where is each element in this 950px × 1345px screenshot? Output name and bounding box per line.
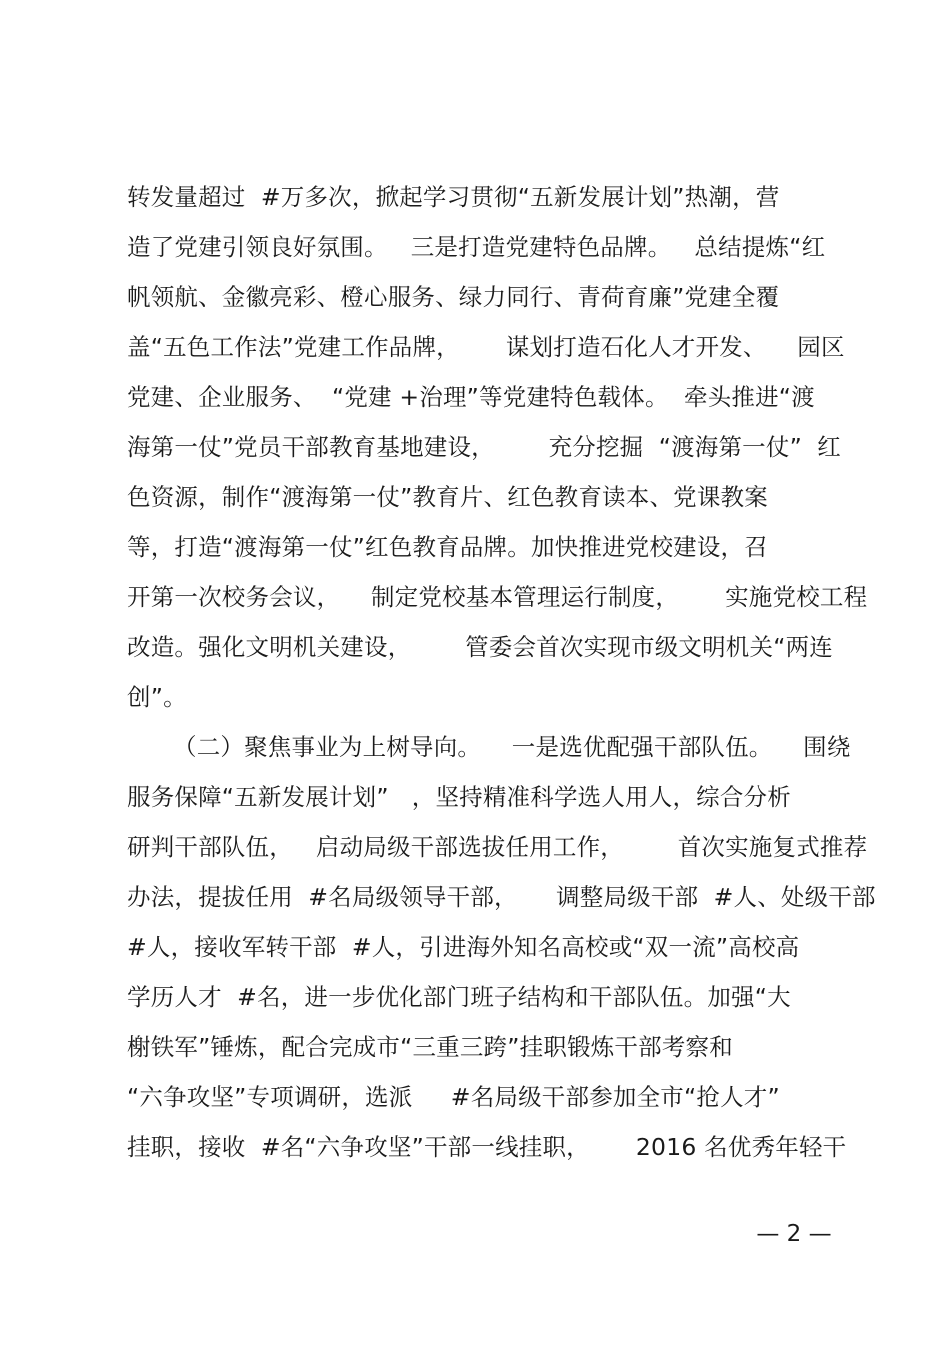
text-line: 开第一次校务会议， 制定党校基本管理运行制度， 实施党校工程	[127, 583, 868, 611]
text-line: 盖“五色工作法”党建工作品牌， 谋划打造石化人才开发、 园区	[127, 333, 845, 361]
text-line: 学历人才 #名，进一步优化部门班子结构和干部队伍。加强“大	[127, 983, 791, 1011]
text-line: 服务保障“五新发展计划” ，坚持精准科学选人用人，综合分析	[127, 783, 791, 811]
page-number: — 2 —	[756, 1221, 832, 1247]
text-line: （二）聚焦事业为上树导向。 一是选优配强干部队伍。 围绕	[127, 733, 851, 761]
text-line: 帆领航、金徽亮彩、橙心服务、绿力同行、青荷育廉”党建全覆	[127, 283, 780, 311]
text-line: 研判干部队伍， 启动局级干部选拔任用工作， 首次实施复式推荐	[127, 833, 868, 861]
text-line: 色资源，制作“渡海第一仗”教育片、红色教育读本、党课教案	[127, 483, 768, 511]
text-line: 挂职，接收 #名“六争攻坚”干部一线挂职， 2016 名优秀年轻干	[127, 1133, 847, 1161]
text-line: 榭铁军”锤炼，配合完成市“三重三跨”挂职锻炼干部考察和	[127, 1033, 733, 1061]
text-line: 等，打造“渡海第一仗”红色教育品牌。加快推进党校建设，召	[127, 533, 768, 561]
text-line: 造了党建引领良好氛围。 三是打造党建特色品牌。 总结提炼“红	[127, 233, 826, 261]
text-line: 海第一仗”党员干部教育基地建设， 充分挖掘 “渡海第一仗” 红	[127, 433, 841, 461]
text-line: 改造。强化文明机关建设， 管委会首次实现市级文明机关“两连	[127, 633, 833, 661]
text-line: #人，接收军转干部 #人，引进海外知名高校或“双一流”高校高	[127, 933, 800, 961]
text-line: 转发量超过 #万多次，掀起学习贯彻“五新发展计划”热潮，营	[127, 183, 780, 211]
body-text	[127, 172, 876, 1172]
text-line: 党建、企业服务、 “党建 +治理”等党建特色载体。 牵头推进“渡	[127, 383, 815, 411]
text-line: “六争攻坚”专项调研，选派 #名局级干部参加全市“抢人才”	[127, 1083, 780, 1111]
text-line: 创”。	[127, 683, 187, 711]
text-line: 办法，提拔任用 #名局级领导干部， 调整局级干部 #人、处级干部	[127, 883, 876, 911]
